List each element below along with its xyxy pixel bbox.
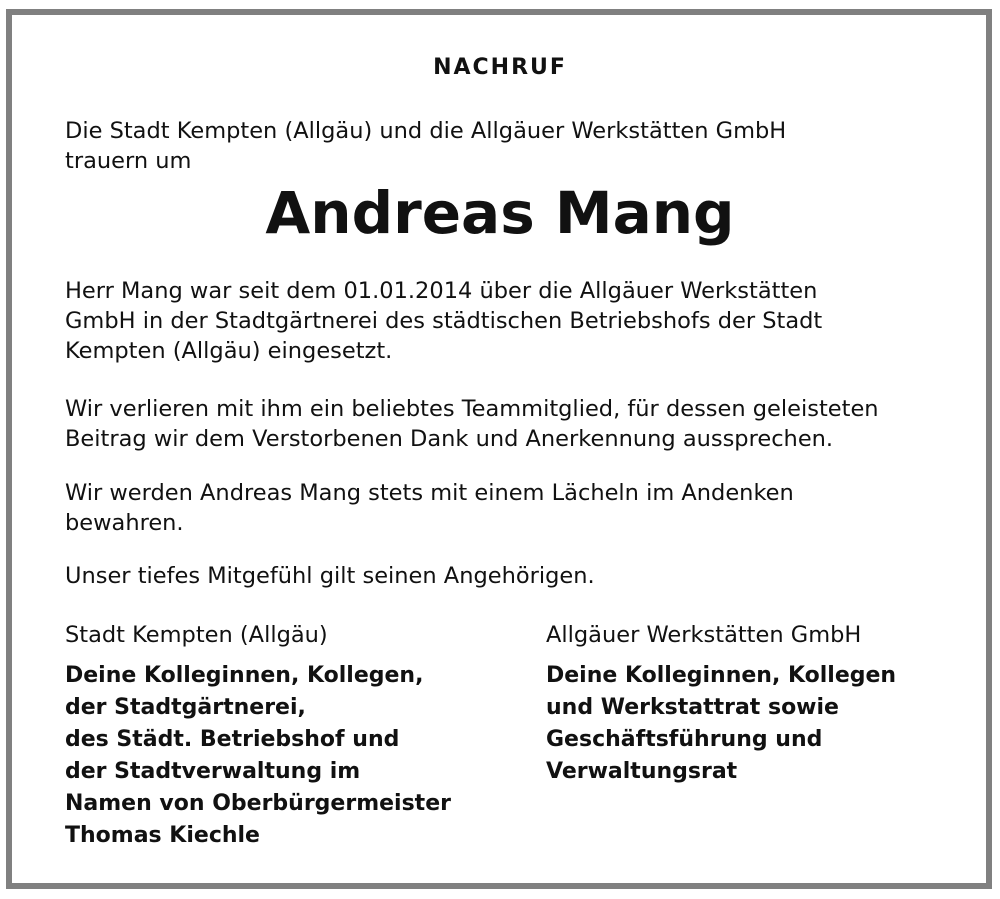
deceased-name: Andreas Mang <box>265 179 735 247</box>
signature-line: der Stadtgärtnerei, <box>65 695 306 720</box>
paragraph-gratitude <box>65 394 965 454</box>
paragraph-line: Kempten (Allgäu) eingesetzt. <box>65 338 393 364</box>
signature-line: Geschäftsführung und <box>546 727 823 752</box>
signature-line: und Werkstattrat sowie <box>546 695 839 720</box>
paragraph-line: Herr Mang war seit dem 01.01.2014 über die Allgäuer Werkstätten <box>65 278 818 304</box>
paragraph-condolence <box>65 561 965 591</box>
signature-block-right <box>546 660 896 788</box>
paragraph-line: Wir verlieren mit ihm ein beliebtes Teammitglied, für dessen geleisteten <box>65 396 879 422</box>
signature-line: der Stadtverwaltung im <box>65 759 361 784</box>
signature-line: des Städt. Betriebshof und <box>65 727 400 752</box>
paragraph-line: bewahren. <box>65 510 184 536</box>
intro-line: trauern um <box>65 148 192 174</box>
signature-block-left <box>65 660 451 852</box>
paragraph-line: GmbH in der Stadtgärtnerei des städtischen Betriebshofs der Stadt <box>65 308 823 334</box>
paragraph-line: Beitrag wir dem Verstorbenen Dank und Anerkennung aussprechen. <box>65 426 834 452</box>
signature-line: Deine Kolleginnen, Kollegen, <box>65 663 424 688</box>
intro-line: Die Stadt Kempten (Allgäu) und die Allgäuer Werkstätten GmbH <box>65 118 787 144</box>
paragraph-line: Unser tiefes Mitgefühl gilt seinen Angehörigen. <box>65 563 595 589</box>
paragraph-line: Wir werden Andreas Mang stets mit einem Lächeln im Andenken <box>65 480 794 506</box>
paragraph-remembrance <box>65 478 965 538</box>
paragraph-employment <box>65 276 965 366</box>
signature-line: Thomas Kiechle <box>65 823 260 848</box>
signature-org-right: Allgäuer Werkstätten GmbH <box>546 622 862 648</box>
signature-line: Namen von Oberbürgermeister <box>65 791 451 816</box>
intro-text <box>65 116 965 176</box>
notice-heading: NACHRUF <box>433 55 567 80</box>
signature-org-left: Stadt Kempten (Allgäu) <box>65 622 328 648</box>
signature-line: Deine Kolleginnen, Kollegen <box>546 663 897 688</box>
signature-line: Verwaltungsrat <box>546 759 738 784</box>
